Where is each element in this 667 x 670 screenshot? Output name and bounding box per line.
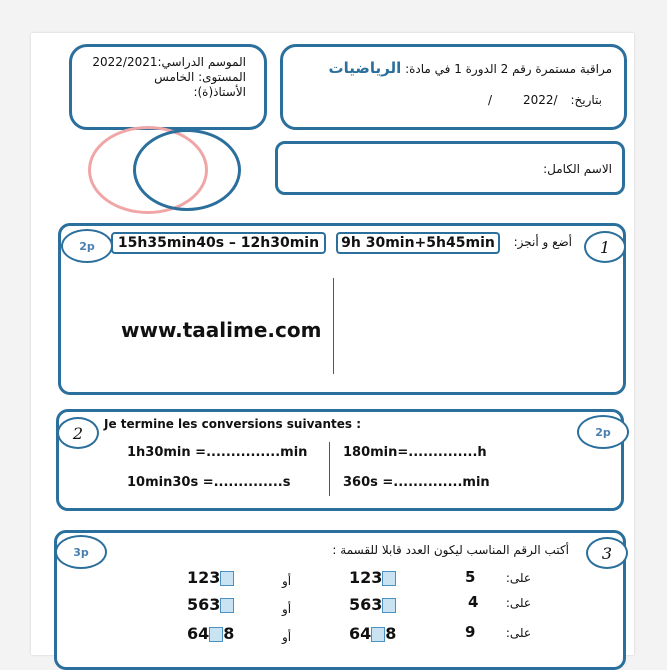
exercise-1-instruction: أضع و أنجز:	[513, 235, 572, 249]
on-label-1: على:	[505, 571, 531, 585]
or-label-3: أو	[282, 630, 292, 644]
number-left-3	[187, 624, 234, 643]
divisor-3: 9	[465, 623, 476, 641]
digits: 64	[349, 624, 372, 643]
digit-box[interactable]	[220, 598, 234, 613]
digit-box[interactable]	[220, 571, 234, 586]
title-box	[280, 44, 627, 130]
digit-box[interactable]	[209, 627, 223, 642]
digits: 123	[187, 568, 221, 587]
fullname-label: الاسم الكامل:	[543, 162, 612, 176]
digits: 563	[187, 595, 221, 614]
exercise-1-number: 1	[584, 231, 626, 263]
digits: 64	[187, 624, 210, 643]
number-right-1	[349, 568, 396, 587]
divisor-2: 4	[468, 593, 479, 611]
score-oval-front	[133, 129, 241, 211]
exercise-2-title: Je termine les conversions suivantes :	[104, 417, 362, 431]
or-label-1: أو	[282, 574, 292, 588]
or-label-2: أو	[282, 602, 292, 616]
digits: 563	[349, 595, 383, 614]
number-right-2	[349, 595, 396, 614]
exercise-1-points: 2p	[61, 229, 113, 263]
date-line	[570, 93, 602, 107]
exercise-3-instruction: أكتب الرقم المناسب ليكون العدد قابلا للقسمة :	[332, 543, 569, 557]
conversion-4: 360s =..............min	[343, 475, 490, 490]
digit-box[interactable]	[382, 571, 396, 586]
title-line	[329, 59, 612, 77]
subject: الرياضيات	[328, 59, 402, 77]
exercise-1-operation-2: 15h35min40s – 12h30min	[111, 232, 326, 254]
info-box	[69, 44, 267, 130]
number-left-1	[187, 568, 234, 587]
digit-box[interactable]	[371, 627, 385, 642]
exercise-2-number: 2	[57, 417, 99, 449]
exercise-2-divider	[329, 442, 330, 496]
conversion-1: 1h30min =...............min	[127, 445, 308, 460]
level: المستوى: الخامس	[154, 70, 246, 84]
teacher: الأستاذ(ة):	[193, 85, 246, 99]
conversion-2: 180min=..............h	[343, 445, 487, 460]
digit-tail: 8	[223, 624, 235, 643]
digits: 123	[349, 568, 383, 587]
date-value: 2022/	[523, 93, 558, 107]
date-separator: /	[488, 93, 493, 107]
divisor-1: 5	[465, 568, 476, 586]
exercise-1-operation-1: 9h 30min+5h45min	[336, 232, 500, 254]
exercise-1-divider	[333, 278, 334, 374]
digit-tail: 8	[385, 624, 397, 643]
exercise-2-points: 2p	[577, 415, 629, 449]
number-left-2	[187, 595, 234, 614]
exercise-3-points: 3p	[55, 535, 107, 569]
worksheet	[31, 33, 634, 655]
digit-box[interactable]	[382, 598, 396, 613]
exercise-3-number: 3	[586, 537, 628, 569]
number-right-3	[349, 624, 396, 643]
fullname-box	[275, 141, 625, 195]
on-label-3: على:	[505, 626, 531, 640]
watermark: www.taalime.com	[121, 318, 322, 342]
date-label: بتاريخ:	[570, 93, 602, 107]
conversion-3: 10min30s =..............s	[127, 475, 291, 490]
on-label-2: على:	[505, 596, 531, 610]
title-prefix: مراقبة مستمرة رقم 2 الدورة 1 في مادة:	[405, 62, 612, 76]
season: الموسم الدراسي:2022/2021	[92, 55, 246, 69]
